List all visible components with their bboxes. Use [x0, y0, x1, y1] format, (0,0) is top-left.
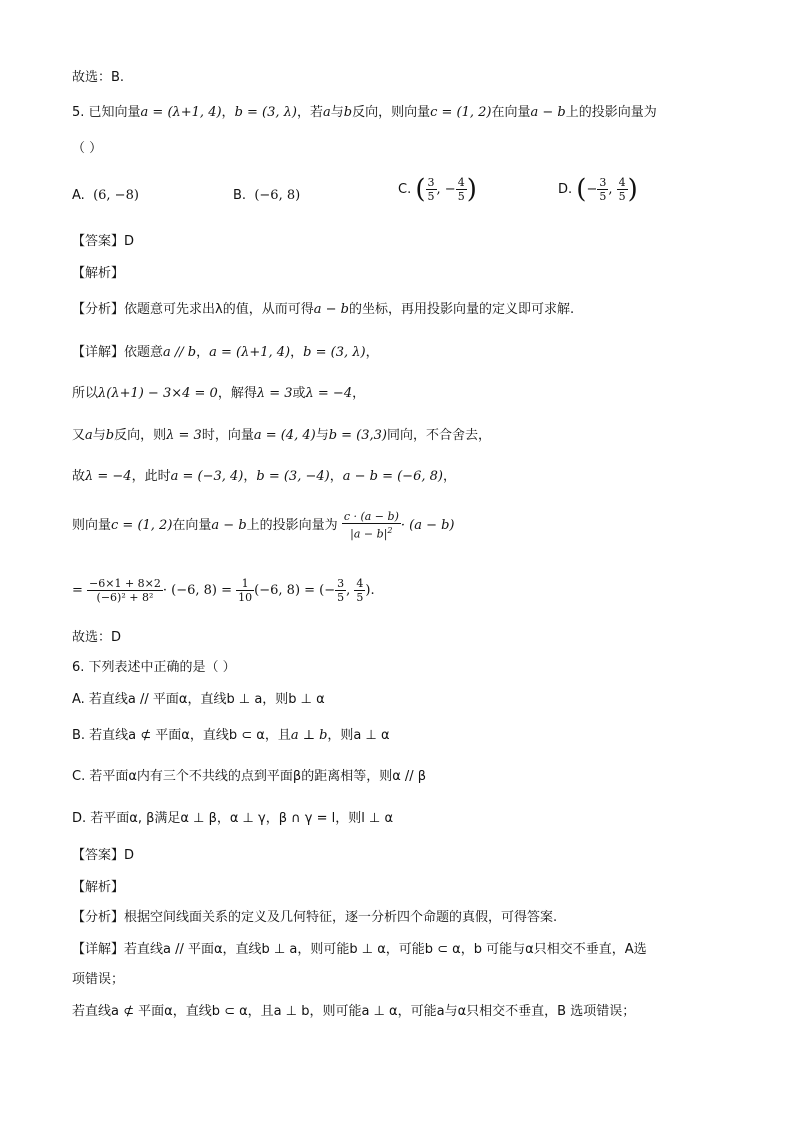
- q5-step-4: 则向量c = (1, 2)在向量a − b上的投影向量为 $\frac{c \cdot (a - b)}{|a - b|^2}$ · (a − b): [72, 510, 455, 541]
- q5-calc: = $\frac{-6\times 1 + 8\times 2}{\text{(−6)² + 8²}}$ · (−6, 8) = $\frac{1}{10}$ (−6, 8) = (− $\frac{3}{5}$ , $\frac{4}{5}$ ).: [72, 577, 375, 604]
- q6-option-a: A. 若直线a // 平面α，直线b ⊥ a，则b ⊥ α: [72, 692, 325, 707]
- q5-analysis-heading: 【解析】: [72, 266, 125, 281]
- q5-step-3: 故λ = −4，此时a = (−3, 4)，b = (3, −4)，a − b = (−6, 8)，: [72, 469, 456, 484]
- q5-paren: （ ）: [72, 141, 103, 156]
- q5-xiangjie: 【详解】依题意a // b，a = (λ+1, 4)，b = (3, λ)，: [72, 345, 379, 360]
- q5-option-a: A. (6, −8): [72, 188, 139, 203]
- q6-fenxi: 【分析】根据空间线面关系的定义及几何特征，逐一分析四个命题的真假，可得答案.: [72, 910, 558, 925]
- q5-stem: 5. 已知向量a = (λ+1, 4)，b = (3, λ)，若a与b反向，则向量c = (1, 2)在向量a − b上的投影向量为: [72, 105, 657, 120]
- q6-xiangjie-2: 项错误；: [72, 972, 125, 987]
- q5-option-d: D. (− $\frac{3}{5}$ , $\frac{4}{5}$ ): [558, 174, 638, 205]
- q6-option-d: D. 若平面α, β满足α ⊥ β，α ⊥ γ，β ∩ γ = l，则l ⊥ α: [72, 811, 394, 826]
- q5-option-b: B. (−6, 8): [233, 188, 301, 203]
- q5-fenxi: 【分析】依题意可先求出λ的值，从而可得a − b的坐标，再用投影向量的定义即可求解.: [72, 302, 575, 317]
- q6-answer: 【答案】D: [72, 848, 135, 863]
- q6-option-c: C. 若平面α内有三个不共线的点到平面β的距离相等，则α // β: [72, 769, 427, 784]
- projection-fraction: $\frac{c \cdot (a - b)}{|a - b|^2}$: [343, 510, 399, 541]
- q5-step-2: 又a与b反向，则λ = 3时，向量a = (4, 4)与b = (3,3)同向，不合舍去，: [72, 428, 492, 443]
- q5-step-1: 所以λ(λ+1) − 3×4 = 0，解得λ = 3或λ = −4，: [72, 386, 366, 401]
- line-answer-prev: 故选：B.: [72, 70, 125, 85]
- q6-stem: 6. 下列表述中正确的是（ ）: [72, 660, 236, 675]
- q6-xiangjie-3: 若直线a ⊄ 平面α，直线b ⊂ α，且a ⊥ b，则可能a ⊥ α，可能a与α只相交不垂直，B 选项错误；: [72, 1004, 636, 1019]
- q6-analysis-heading: 【解析】: [72, 880, 125, 895]
- q5-result: 故选：D: [72, 630, 122, 645]
- q6-xiangjie-1: 【详解】若直线a // 平面α，直线b ⊥ a，则可能b ⊥ α，可能b ⊂ α，b 可能与α只相交不垂直，A选: [72, 942, 647, 957]
- q5-option-c: C. ( $\frac{3}{5}$ , − $\frac{4}{5}$ ): [398, 174, 477, 205]
- q6-option-b: B. 若直线a ⊄ 平面α，直线b ⊂ α，且a ⊥ b，则a ⊥ α: [72, 728, 390, 743]
- q5-answer: 【答案】D: [72, 234, 135, 249]
